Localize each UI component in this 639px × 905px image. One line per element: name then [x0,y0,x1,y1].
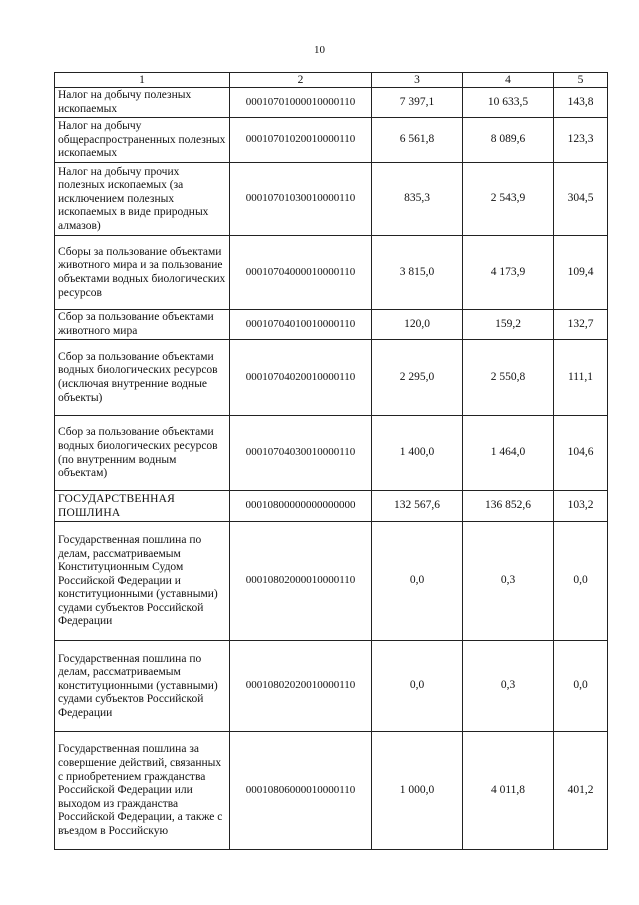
table-row [55,163,608,236]
row-value-col3: 0,0 [372,641,463,732]
row-value-col3: 1 000,0 [372,732,463,850]
row-value-col4: 0,3 [463,522,554,641]
row-value-col3: 7 397,1 [372,88,463,118]
row-code: 00010701020010000110 [230,118,372,163]
row-value-col5: 143,8 [554,88,608,118]
row-value-col4: 0,3 [463,641,554,732]
row-value-col5: 304,5 [554,163,608,236]
table-row [55,416,608,491]
row-code: 00010802020010000110 [230,641,372,732]
row-value-col4: 2 543,9 [463,163,554,236]
row-value-col3: 120,0 [372,310,463,340]
table-row [55,732,608,850]
row-code: 00010701030010000110 [230,163,372,236]
row-value-col3: 2 295,0 [372,340,463,416]
column-header: 5 [554,73,608,88]
row-value-col4: 136 852,6 [463,491,554,522]
budget-revenue-table [54,72,608,850]
table-row [55,310,608,340]
row-value-col4: 159,2 [463,310,554,340]
page-number: 10 [314,44,325,56]
row-code: 00010802000010000110 [230,522,372,641]
row-value-col4: 4 011,8 [463,732,554,850]
row-value-col5: 103,2 [554,491,608,522]
row-code: 00010806000010000110 [230,732,372,850]
row-code: 00010800000000000000 [230,491,372,522]
row-value-col3: 3 815,0 [372,236,463,310]
row-value-col4: 4 173,9 [463,236,554,310]
row-name: Сбор за пользование объектами животного мира [55,310,230,340]
table-row [55,236,608,310]
table-row [55,491,608,522]
column-header: 1 [55,73,230,88]
row-name: Государственная пошлина за совершение действий, связанных с приобретением гражданства Российской Федерации или выходом из гражданства Российской Федерации, а также с въездом в Российскую [55,732,230,850]
table-row [55,641,608,732]
row-value-col4: 1 464,0 [463,416,554,491]
table-row [55,88,608,118]
row-value-col5: 104,6 [554,416,608,491]
table-row [55,522,608,641]
row-code: 00010704010010000110 [230,310,372,340]
row-value-col5: 0,0 [554,641,608,732]
row-name: ГОСУДАРСТВЕННАЯ ПОШЛИНА [55,491,230,522]
row-value-col3: 835,3 [372,163,463,236]
row-code: 00010701000010000110 [230,88,372,118]
row-value-col4: 10 633,5 [463,88,554,118]
row-name: Налог на добычу общераспространенных полезных ископаемых [55,118,230,163]
row-name: Сборы за пользование объектами животного мира и за пользование объектами водных биологических ресурсов [55,236,230,310]
row-code: 00010704030010000110 [230,416,372,491]
row-code: 00010704020010000110 [230,340,372,416]
column-header: 2 [230,73,372,88]
row-name: Налог на добычу прочих полезных ископаемых (за исключением полезных ископаемых в виде природных алмазов) [55,163,230,236]
table-row [55,340,608,416]
row-value-col5: 123,3 [554,118,608,163]
row-value-col5: 109,4 [554,236,608,310]
row-value-col3: 132 567,6 [372,491,463,522]
row-value-col3: 1 400,0 [372,416,463,491]
row-code: 00010704000010000110 [230,236,372,310]
row-value-col3: 6 561,8 [372,118,463,163]
row-value-col3: 0,0 [372,522,463,641]
row-name: Сбор за пользование объектами водных биологических ресурсов (по внутренним водным объектам) [55,416,230,491]
row-value-col4: 8 089,6 [463,118,554,163]
row-name: Налог на добычу полезных ископаемых [55,88,230,118]
column-header: 4 [463,73,554,88]
row-name: Государственная пошлина по делам, рассматриваемым Конституционным Судом Российской Федерации и конституционными (уставными) судами субъектов Российской Федерации [55,522,230,641]
row-value-col5: 111,1 [554,340,608,416]
row-value-col5: 0,0 [554,522,608,641]
table-header-row [55,73,608,88]
column-header: 3 [372,73,463,88]
row-value-col5: 132,7 [554,310,608,340]
row-name: Государственная пошлина по делам, рассматриваемым конституционными (уставными) судами субъектов Российской Федерации [55,641,230,732]
row-name: Сбор за пользование объектами водных биологических ресурсов (исключая внутренние водные объекты) [55,340,230,416]
row-value-col5: 401,2 [554,732,608,850]
row-value-col4: 2 550,8 [463,340,554,416]
table-row [55,118,608,163]
